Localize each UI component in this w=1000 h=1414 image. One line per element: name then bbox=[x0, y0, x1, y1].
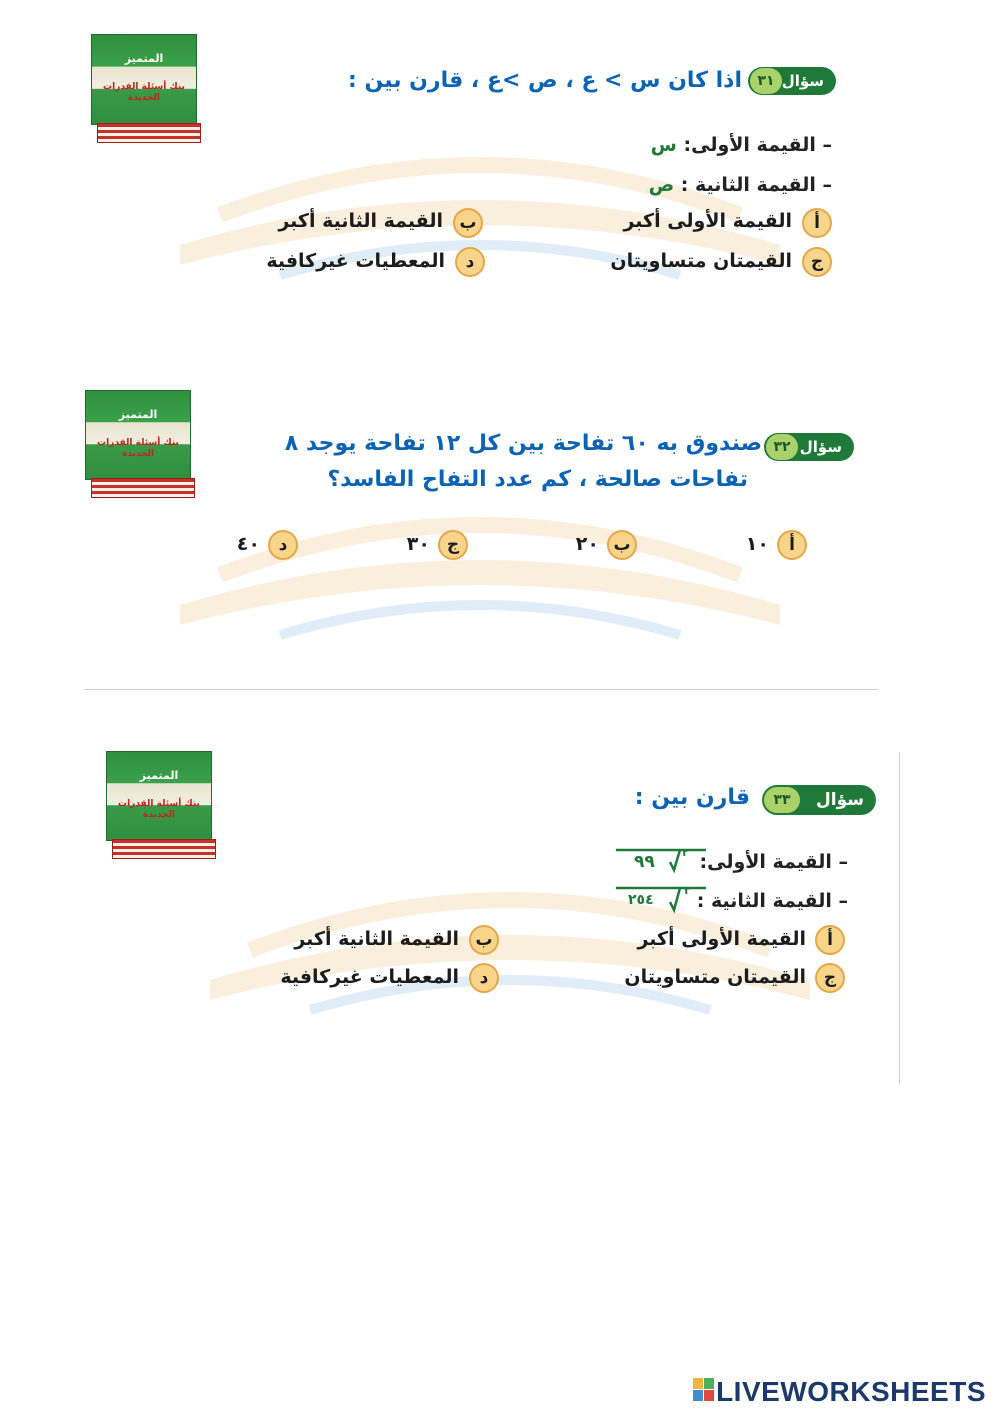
liveworksheets-logo-icon bbox=[693, 1378, 715, 1402]
book-pages bbox=[97, 123, 201, 143]
option-c-marker[interactable]: ج bbox=[815, 963, 845, 993]
option-d-marker[interactable]: د bbox=[268, 530, 298, 560]
question-label: سؤال bbox=[799, 438, 842, 456]
value-1-index: ٢ bbox=[682, 846, 689, 859]
option-c-text[interactable]: ٣٠ bbox=[406, 533, 430, 555]
option-c-marker[interactable]: ج bbox=[438, 530, 468, 560]
option-b-text[interactable]: القيمة الثانية أكبر bbox=[294, 928, 459, 950]
book-cover-image bbox=[85, 390, 191, 502]
question-number: ٣٣ bbox=[764, 787, 800, 813]
option-d-marker[interactable]: د bbox=[455, 247, 485, 277]
question-label: سؤال bbox=[781, 72, 824, 90]
question-number: ٣٢ bbox=[766, 434, 798, 460]
option-a-marker[interactable]: أ bbox=[802, 208, 832, 238]
question-number: ٣١ bbox=[750, 68, 782, 94]
option-b-text[interactable]: القيمة الثانية أكبر bbox=[278, 210, 443, 232]
value-2-row bbox=[697, 890, 848, 912]
option-d-text[interactable]: ٤٠ bbox=[236, 533, 260, 555]
book-subtitle: بنك أسئلة القدرات الجديدة bbox=[103, 82, 185, 103]
option-b-text[interactable]: ٢٠ bbox=[575, 533, 599, 555]
option-c-text[interactable]: القيمتان متساويتان bbox=[624, 966, 806, 988]
liveworksheets-brand: LIVEWORKSHEETS bbox=[716, 1376, 986, 1407]
question-text: اذا كان س > ع ، ص >ع ، قارن بين : bbox=[348, 68, 742, 93]
value-2-root bbox=[614, 884, 708, 912]
option-a-text[interactable]: القيمة الأولى أكبر bbox=[623, 210, 792, 232]
option-a-marker[interactable]: أ bbox=[815, 925, 845, 955]
value-1: س bbox=[650, 134, 677, 156]
book-pages bbox=[112, 839, 216, 859]
section-divider bbox=[84, 689, 878, 690]
book-title: المتميز bbox=[139, 769, 179, 782]
book-cover-image bbox=[106, 751, 212, 863]
book-title: المتميز bbox=[124, 52, 164, 65]
value-1-label: – القيمة الأولى: bbox=[683, 134, 832, 156]
book-cover bbox=[91, 34, 197, 125]
book-cover bbox=[106, 751, 212, 841]
option-b-marker[interactable]: ب bbox=[607, 530, 637, 560]
book-title: المتميز bbox=[118, 408, 158, 421]
option-b-marker[interactable]: ب bbox=[453, 208, 483, 238]
question-label: سؤال bbox=[816, 790, 864, 810]
book-cover bbox=[85, 390, 191, 480]
book-subtitle: بنك أسئلة القدرات الجديدة bbox=[118, 799, 200, 820]
option-a-marker[interactable]: أ bbox=[777, 530, 807, 560]
value-1-row bbox=[651, 134, 832, 156]
value-2-label: – القيمة الثانية : bbox=[696, 890, 848, 912]
value-2-index: ٣ bbox=[684, 884, 691, 897]
value-2-row bbox=[649, 174, 832, 196]
value-2: ص bbox=[648, 174, 675, 196]
question-text-line-2: تفاحات صالحة ، كم عدد التفاح الفاسد؟ bbox=[327, 467, 748, 492]
option-a-text[interactable]: ١٠ bbox=[745, 533, 769, 555]
vertical-divider bbox=[899, 752, 900, 1084]
option-a-text[interactable]: القيمة الأولى أكبر bbox=[637, 928, 806, 950]
option-c-text[interactable]: القيمتان متساويتان bbox=[610, 250, 792, 272]
radical-icon bbox=[614, 846, 708, 874]
book-cover-image bbox=[91, 34, 197, 147]
value-1-radicand: ٩٩ bbox=[634, 852, 655, 872]
value-2-radicand: ٢٥٤ bbox=[628, 892, 654, 908]
question-text: قارن بين : bbox=[634, 785, 750, 810]
value-1-root bbox=[614, 846, 708, 872]
option-b-marker[interactable]: ب bbox=[469, 925, 499, 955]
value-1-row bbox=[700, 851, 849, 873]
option-c-marker[interactable]: ج bbox=[802, 247, 832, 277]
option-d-text[interactable]: المعطيات غيركافية bbox=[266, 250, 445, 272]
value-1-label: – القيمة الأولى: bbox=[699, 851, 848, 873]
question-text-line-1: صندوق به ٦٠ تفاحة بين كل ١٢ تفاحة يوجد ٨ bbox=[284, 431, 762, 456]
value-2-label: – القيمة الثانية : bbox=[680, 174, 832, 196]
book-pages bbox=[91, 478, 195, 498]
option-d-marker[interactable]: د bbox=[469, 963, 499, 993]
option-d-text[interactable]: المعطيات غيركافية bbox=[280, 966, 459, 988]
book-subtitle: بنك أسئلة القدرات الجديدة bbox=[97, 438, 179, 459]
